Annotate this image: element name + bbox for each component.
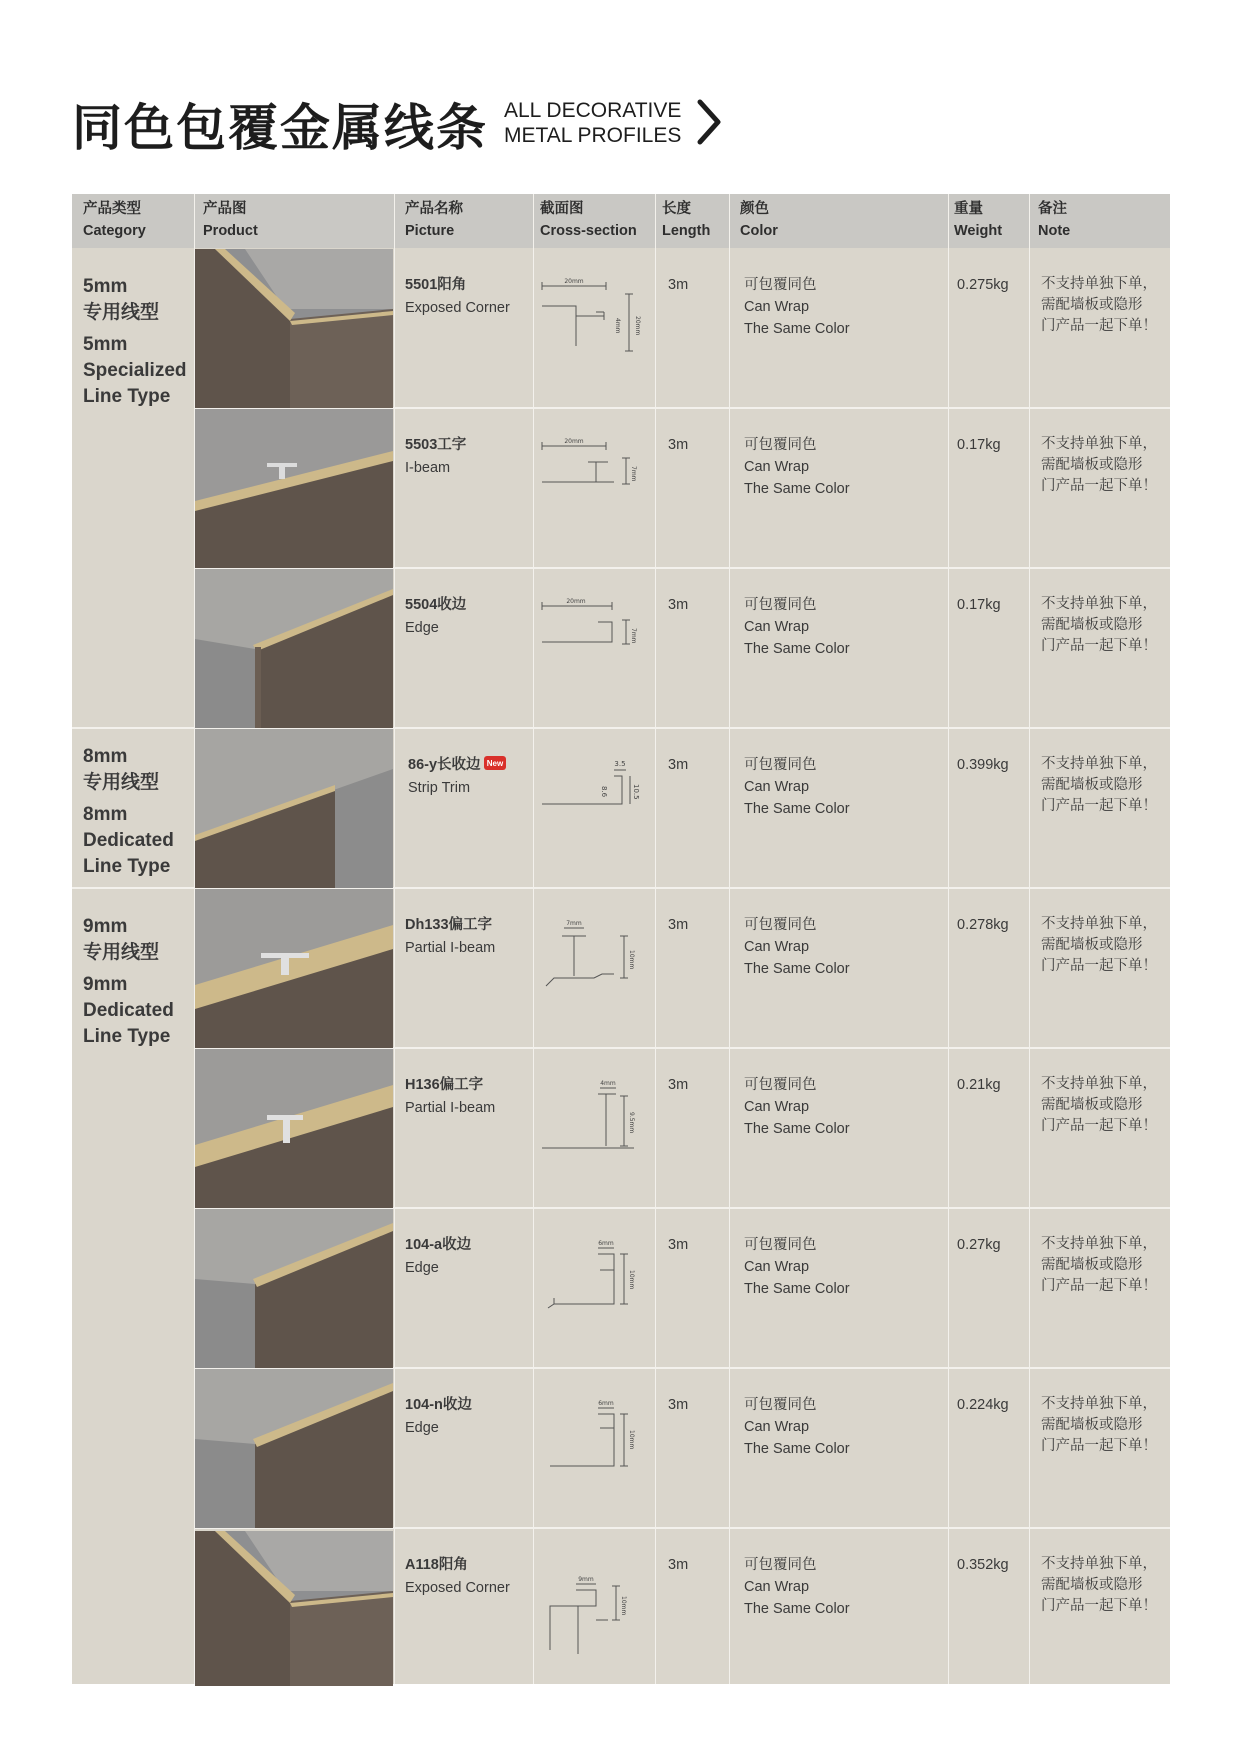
color-description: 可包覆同色 Can Wrap The Same Color — [744, 917, 850, 977]
weight-value: 0.17kg — [957, 437, 1001, 453]
svg-text:20mm: 20mm — [564, 278, 584, 285]
header-weight: 重量 Weight — [954, 201, 1003, 239]
length-value: 3m — [668, 597, 689, 613]
color-description: 可包覆同色 Can Wrap The Same Color — [744, 757, 850, 817]
column-divider — [948, 194, 949, 1684]
length-value: 3m — [668, 437, 689, 453]
header-length: 长度 Length — [662, 201, 711, 239]
color-description: 可包覆同色 Can Wrap The Same Color — [744, 1397, 850, 1457]
length-value: 3m — [668, 1397, 689, 1413]
weight-value: 0.278kg — [957, 917, 1009, 933]
svg-text:New: New — [486, 759, 503, 768]
table-header — [72, 194, 1170, 248]
header-cross-section: 截面图 Cross-section — [540, 201, 637, 239]
color-description: 可包覆同色 Can Wrap The Same Color — [744, 437, 850, 497]
product-photo — [195, 1209, 393, 1368]
cross-section-diagram — [534, 1076, 654, 1186]
svg-text:10mm: 10mm — [628, 950, 635, 970]
header-category: 产品类型 Category — [83, 201, 146, 239]
length-value: 3m — [668, 757, 689, 773]
cross-section-diagram — [534, 1556, 654, 1666]
svg-text:10mm: 10mm — [620, 1596, 627, 1616]
svg-text:10.5: 10.5 — [632, 784, 640, 800]
cross-section-diagram — [534, 436, 654, 546]
svg-text:3.5: 3.5 — [614, 760, 626, 768]
column-divider — [729, 194, 730, 1684]
product-photo — [195, 1049, 393, 1208]
weight-value: 0.352kg — [957, 1557, 1009, 1573]
cross-section-diagram — [534, 756, 654, 866]
length-value: 3m — [668, 1557, 689, 1573]
weight-value: 0.17kg — [957, 597, 1001, 613]
product-photo — [195, 409, 393, 568]
page-subtitle — [504, 98, 681, 148]
product-photo — [195, 1369, 393, 1528]
order-note: 不支持单独下单， 需配墙板或隐形 门产品一起下单！ — [1041, 756, 1157, 814]
product-name: 104-n收边 Edge — [405, 1397, 472, 1436]
svg-text:7mm: 7mm — [566, 920, 582, 927]
order-note: 不支持单独下单， 需配墙板或隐形 门产品一起下单！ — [1041, 1076, 1157, 1134]
product-name: H136偏工字 Partial I-beam — [405, 1077, 496, 1116]
order-note: 不支持单独下单， 需配墙板或隐形 门产品一起下单！ — [1041, 436, 1157, 494]
chevron-right-icon[interactable] — [694, 98, 724, 146]
product-name: 5504收边 Edge — [405, 597, 467, 636]
header-color: 颜色 Color — [740, 201, 778, 239]
color-description: 可包覆同色 Can Wrap The Same Color — [744, 597, 850, 657]
color-description: 可包覆同色 Can Wrap The Same Color — [744, 1077, 850, 1137]
svg-text:4mm: 4mm — [614, 318, 621, 334]
weight-value: 0.399kg — [957, 757, 1009, 773]
svg-text:6mm: 6mm — [598, 1240, 614, 1247]
product-photo — [195, 1529, 393, 1688]
length-value: 3m — [668, 277, 689, 293]
profiles-table — [72, 194, 1170, 1684]
order-note: 不支持单独下单， 需配墙板或隐形 门产品一起下单！ — [1041, 276, 1157, 334]
svg-text:20mm: 20mm — [634, 316, 641, 336]
header-picture: 产品名称 Picture — [405, 201, 463, 239]
product-photo — [195, 729, 393, 888]
svg-text:20mm: 20mm — [564, 438, 584, 445]
svg-text:9.5mm: 9.5mm — [628, 1112, 635, 1134]
cross-section-diagram — [534, 1396, 654, 1506]
svg-text:9mm: 9mm — [578, 1576, 594, 1583]
subtitle-line-2: METAL PROFILES — [504, 124, 682, 147]
weight-value: 0.275kg — [957, 277, 1009, 293]
new-badge-icon — [484, 756, 506, 770]
product-photo — [195, 569, 393, 728]
order-note: 不支持单独下单， 需配墙板或隐形 门产品一起下单！ — [1041, 1396, 1157, 1454]
svg-text:10mm: 10mm — [628, 1270, 635, 1290]
length-value: 3m — [668, 1237, 689, 1253]
page-title: 同色包覆金属线条 — [72, 99, 488, 157]
column-divider — [655, 194, 656, 1684]
cross-section-diagram — [534, 1236, 654, 1346]
column-divider — [394, 194, 395, 1684]
cross-section-diagram — [534, 276, 654, 386]
product-name: Dh133偏工字 Partial I-beam — [405, 917, 496, 956]
product-name: A118阳角 Exposed Corner — [405, 1557, 510, 1596]
product-photo — [195, 889, 393, 1048]
category-9mm: 9mm 专用线型 9mm Dedicated Line Type — [83, 916, 174, 1047]
column-divider — [1029, 194, 1030, 1684]
order-note: 不支持单独下单， 需配墙板或隐形 门产品一起下单！ — [1041, 1556, 1157, 1614]
header-note: 备注 Note — [1038, 201, 1071, 239]
svg-text:4mm: 4mm — [600, 1080, 616, 1087]
product-photo — [195, 249, 393, 408]
category-8mm: 8mm 专用线型 8mm Dedicated Line Type — [83, 746, 174, 877]
product-name: 5503工字 I-beam — [405, 437, 467, 476]
cross-section-diagram — [534, 596, 654, 706]
color-description: 可包覆同色 Can Wrap The Same Color — [744, 1557, 850, 1617]
cross-section-diagram — [534, 916, 654, 1026]
length-value: 3m — [668, 917, 689, 933]
weight-value: 0.27kg — [957, 1237, 1001, 1253]
product-name: 104-a收边 Edge — [405, 1237, 472, 1276]
svg-text:10mm: 10mm — [628, 1430, 635, 1450]
length-value: 3m — [668, 1077, 689, 1093]
order-note: 不支持单独下单， 需配墙板或隐形 门产品一起下单！ — [1041, 1236, 1157, 1294]
order-note: 不支持单独下单， 需配墙板或隐形 门产品一起下单！ — [1041, 916, 1157, 974]
svg-text:7mm: 7mm — [630, 466, 637, 482]
svg-text:7mm: 7mm — [630, 628, 637, 644]
header-product: 产品图 Product — [203, 201, 258, 239]
weight-value: 0.21kg — [957, 1077, 1001, 1093]
product-name: 86-y长收边 New Strip Trim — [408, 754, 506, 800]
svg-text:8.6: 8.6 — [600, 786, 608, 798]
order-note: 不支持单独下单， 需配墙板或隐形 门产品一起下单！ — [1041, 596, 1157, 654]
color-description: 可包覆同色 Can Wrap The Same Color — [744, 277, 850, 337]
category-5mm: 5mm 专用线型 5mm Specialized Line Type — [83, 276, 187, 407]
weight-value: 0.224kg — [957, 1397, 1009, 1413]
product-name: 5501阳角 Exposed Corner — [405, 277, 510, 316]
color-description: 可包覆同色 Can Wrap The Same Color — [744, 1237, 850, 1297]
svg-text:6mm: 6mm — [598, 1400, 614, 1407]
subtitle-line-1: ALL DECORATIVE — [504, 99, 682, 122]
svg-text:20mm: 20mm — [566, 598, 586, 605]
